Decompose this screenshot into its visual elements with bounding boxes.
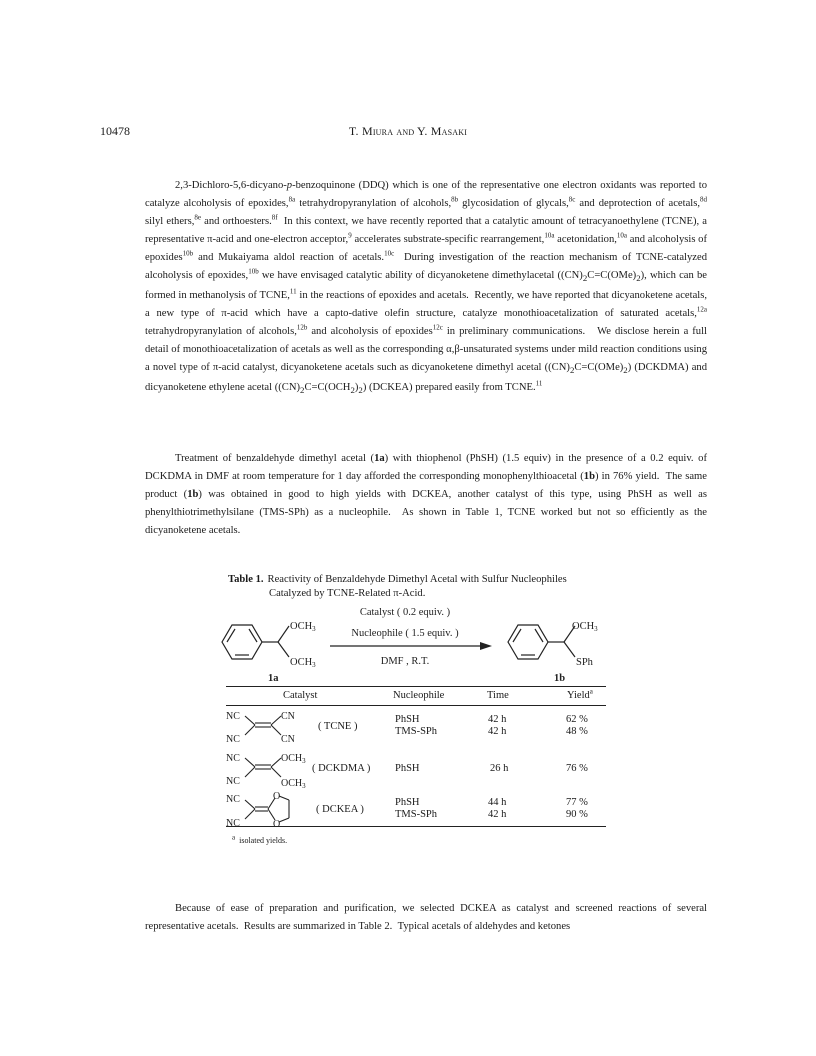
running-head-text: T. Miura and Y. Masaki	[348, 124, 468, 138]
table-bottom-rule	[226, 826, 606, 827]
catalyst-name-tcne: ( TCNE )	[318, 721, 358, 732]
row-tcne-yield-1: 62 %	[566, 714, 588, 725]
column-header-nucleophile: Nucleophile	[393, 690, 445, 701]
row-dckea-nucleophiles	[395, 797, 437, 821]
table-caption-line1: Reactivity of Benzaldehyde Dimethyl Acetal with Sulfur Nucleophiles	[267, 574, 567, 585]
second-paragraph-text: Treatment of benzaldehyde dimethyl acetal (1a) with thiophenol (PhSH) (1.5 equiv) in the presence of a 0.2 equiv. of DCKDMA in DMF at room temperature for 1 day afforded the corresponding monophenylthioacetal (1b) in 76% yield. The same product (1b) was obtained in good to high yields with DCKEA, another catalyst of this type, using PhSH as well as phenylthiotrimethylsilane (TMS-SPh) as a nucleophile. As shown in Table 1, TCNE worked but not so efficiently as the dicyanoketene acetals.	[145, 453, 707, 536]
column-header-time: Time	[487, 690, 509, 701]
table-footnote	[232, 833, 288, 845]
row-dckea-yield-1: 77 %	[566, 797, 588, 808]
intro-paragraph-text: 2,3-Dichloro-5,6-dicyano-p-benzoquinone (DDQ) which is one of the representative one electron oxidants was reported to catalyze alcoholysis of epoxides,$^{8a}$ tetrahydropyranylation of alcohols,$^{8b}$ glycosidation of glycals,$^{8c}$ and deprotection of acetals,$^{8d}$ silyl ethers,$^{8e}$ and orthoesters.$^{8f}$ In this context, we have recently reported that a catalytic amount of tetracyanoethylene (TCNE), a representative π-acid and one-electron acceptor,$^9$ accelerates substrate-specific rearrangement,$^{10a}$ acetonidation,$^{10a}$ and alcoholysis of epoxides$^{10b}$ and Mukaiyama aldol reaction of acetals.$^{10c}$ During investigation of the reaction mechanism of TCNE-catalyzed alcoholysis of epoxides,$^{10b}$ we have envisaged catalytic ability of dicyanoketene dimethylacetal $((CN)_2C=C(OMe)_2)$, which can be formed in methanolysis of TCNE,$^{11}$ in the reactions of epoxides and acetals. Recently, we have reported that dicyanoketene acetals, a new type of π-acid which have a capto-dative olefin structure, catalyze monothioacetalization of saturated acetals,$^{12a}$ tetrahydropyranylation of alcohols,$^{12b}$ and alcoholysis of epoxides$^{12c}$ in preliminary communications. We disclose herein a full detail of monothioacetalization of acetals as well as the corresponding α,β-unsaturated systems under mild reaction conditions using a novel type of π-acid catalyst, dicyanoketene acetals such as dicyanoketene dimethyl acetal $((CN)_2C=C(OMe)_2)$ (DCKDMA) and dicyanoketene ethylene acetal $((CN)_2C=C(OCH_2)_2)$ (DCKEA) prepared easily from TCNE.$^{11}$	[145, 180, 707, 396]
substrate-och3-top: OCH3	[290, 621, 316, 633]
product-structure	[508, 625, 575, 659]
reaction-arrowhead	[480, 642, 492, 650]
row-dckdma-yield: 76 %	[566, 763, 588, 774]
final-paragraph	[145, 900, 707, 936]
tcne-structure	[226, 706, 296, 746]
yield-header-text: Yield	[567, 690, 590, 701]
arrow-text-conditions: DMF , R.T.	[380, 656, 430, 667]
svg-text:NC: NC	[226, 711, 240, 722]
svg-text:NC: NC	[226, 734, 240, 745]
svg-text:NC: NC	[226, 794, 240, 805]
final-paragraph-text: Because of ease of preparation and purification, we selected DCKEA as catalyst and screened reactions of several representative acetals. Results are summarized in Table 2. Typical acetals of aldehydes and ketones	[145, 903, 707, 932]
row-dckea-yields	[566, 797, 588, 821]
intro-paragraph	[145, 177, 707, 399]
product-och3: OCH3	[572, 621, 598, 633]
column-header-catalyst: Catalyst	[283, 690, 318, 701]
row-tcne-nucleophiles	[395, 714, 437, 738]
svg-text:OCH3: $OCH_3$	[281, 753, 306, 765]
row-dckea-nucleophile-2: TMS-SPh	[395, 809, 438, 820]
svg-text:OCH3: $OCH_3$	[281, 778, 306, 790]
footnote-mark: a	[232, 833, 236, 842]
running-head	[0, 124, 816, 139]
svg-text:O: O	[273, 791, 281, 802]
row-dckdma-time: 26 h	[490, 763, 509, 774]
row-tcne-nucleophile-2: TMS-SPh	[395, 726, 438, 737]
product-label: 1b	[554, 673, 566, 684]
row-tcne-time-2: 42 h	[488, 726, 507, 737]
row-dckdma-nucleophile: PhSH	[395, 763, 420, 774]
svg-text:NC: NC	[226, 818, 240, 829]
catalyst-name-dckdma: ( DCKDMA )	[312, 763, 371, 774]
reaction-scheme	[210, 605, 630, 685]
page-number: 10478	[100, 124, 130, 138]
arrow-text-nucleophile: Nucleophile ( 1.5 equiv. )	[351, 628, 459, 639]
row-dckea-time-1: 44 h	[488, 797, 507, 808]
svg-text:CN: CN	[281, 711, 295, 722]
row-tcne-yield-2: 48 %	[566, 726, 588, 737]
row-dckea-nucleophile-1: PhSH	[395, 797, 420, 808]
row-tcne-yields	[566, 714, 588, 738]
row-dckea-yield-2: 90 %	[566, 809, 588, 820]
svg-text:CN: CN	[281, 734, 295, 745]
row-tcne-nucleophile-1: PhSH	[395, 714, 420, 725]
table-caption	[228, 573, 668, 601]
table-label: Table 1.	[228, 574, 264, 585]
substrate-label: 1a	[268, 673, 279, 684]
row-dckea-time-2: 42 h	[488, 809, 507, 820]
table-top-rule	[226, 686, 606, 687]
footnote-text: isolated yields.	[239, 836, 288, 845]
column-header-yield	[567, 687, 593, 701]
row-dckea-times	[488, 797, 506, 821]
substrate-structure	[222, 625, 289, 659]
arrow-text-catalyst: Catalyst ( 0.2 equiv. )	[359, 607, 451, 618]
yield-footnote-mark: a	[589, 687, 593, 696]
svg-text:O: O	[273, 819, 281, 830]
catalyst-name-dckea: ( DCKEA )	[316, 804, 364, 815]
second-paragraph	[145, 450, 707, 540]
row-tcne-times	[488, 714, 506, 738]
svg-text:NC: NC	[226, 753, 240, 764]
dckdma-structure	[226, 748, 306, 790]
product-sph: SPh	[576, 657, 593, 668]
row-tcne-time-1: 42 h	[488, 714, 507, 725]
table-caption-line2: Catalyzed by TCNE-Related π-Acid.	[269, 588, 426, 599]
substrate-och3-bottom: OCH3	[290, 657, 316, 669]
svg-text:NC: NC	[226, 776, 240, 787]
